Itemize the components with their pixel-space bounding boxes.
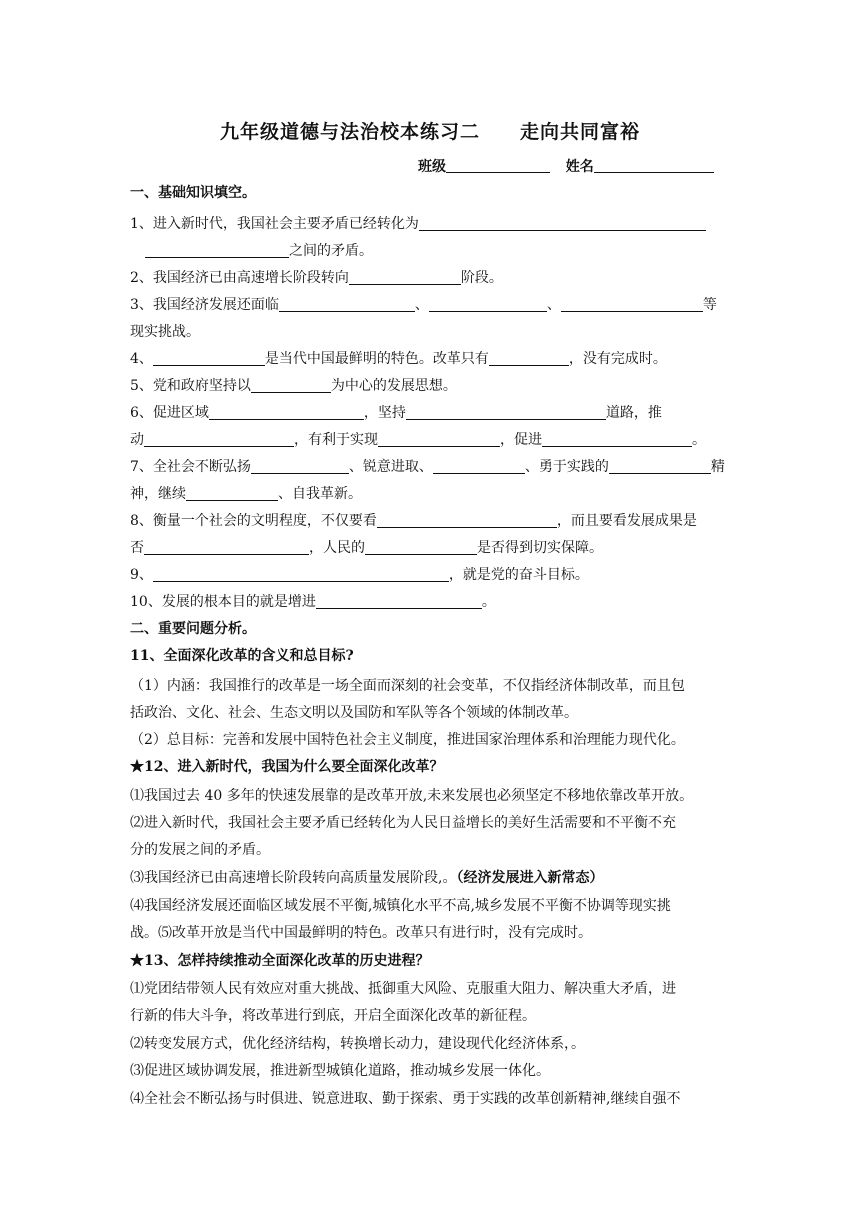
q4-text-a: 4、 (130, 351, 153, 367)
question-11-answer-2: 括政治、文化、社会、生态文明以及国防和军队等各个领域的体制改革。 (130, 705, 578, 721)
q2-text-b: 阶段。 (460, 270, 503, 286)
question-12-answer-4 (130, 869, 603, 887)
question-11-answer-1: （1）内涵：我国推行的改革是一场全面而深刻的社会变革，不仅指经济体制改革，而且包 (130, 678, 685, 694)
q4-blank-1[interactable] (153, 351, 265, 366)
q6-text-b: ，坚持 (363, 405, 406, 421)
q3-sep-2: 、 (546, 297, 561, 313)
question-11-answer-3: （2）总目标：完善和发展中国特色社会主义制度，推进国家治理体系和治理能力现代化。 (130, 732, 685, 748)
q12-answer-4-text: ⑶我国经济已由高速增长阶段转向高质量发展阶段,。 (130, 870, 457, 886)
q10-text-a: 10、发展的根本目的就是增进 (130, 594, 316, 610)
q8-blank-3[interactable] (365, 540, 477, 555)
q5-text-a: 5、党和政府坚持以 (130, 378, 251, 394)
q9-text-a: 9、 (130, 567, 153, 583)
q6-blank-5[interactable] (542, 432, 692, 447)
q4-text-c: ，没有完成时。 (568, 351, 667, 367)
q9-text-b: ，就是党的奋斗目标。 (448, 567, 589, 583)
question-7-line2 (130, 485, 362, 503)
question-12-answer-3: 分的发展之间的矛盾。 (130, 842, 270, 858)
question-13-answer-2: 行新的伟大斗争，将改革进行到底，开启全面深化改革的新征程。 (130, 1008, 536, 1024)
q8-text-e: 是否得到切实保障。 (477, 540, 603, 556)
question-12-answer-6: 战。⑸改革开放是当代中国最鲜明的特色。改革只有进行时，没有完成时。 (130, 925, 592, 941)
question-10 (130, 593, 496, 611)
q7-text-c: 、勇于实践的 (524, 459, 609, 475)
q1-text-b: 之间的矛盾。 (289, 243, 373, 259)
q5-text-b: 为中心的发展思想。 (330, 378, 457, 394)
question-4 (130, 350, 667, 368)
q6-blank-3[interactable] (144, 432, 294, 447)
q1-blank-2[interactable] (145, 243, 289, 258)
q7-text-d: 精 (710, 459, 725, 475)
q6-blank-2[interactable] (406, 405, 606, 420)
question-12-title: ★12、进入新时代，我国为什么要全面深化改革？ (130, 759, 444, 775)
section1-heading: 一、基础知识填空。 (130, 185, 256, 201)
question-13-answer-1: ⑴党团结带领人民有效应对重大挑战、抵御重大风险、克服重大阻力、解决重大矛盾，进 (130, 981, 676, 997)
q2-text-a: 2、我国经济已由高速增长阶段转向 (130, 270, 349, 286)
question-3-line1 (130, 296, 717, 314)
q8-blank-1[interactable] (377, 513, 557, 528)
question-5 (130, 377, 457, 395)
question-13-answer-4: ⑶促进区域协调发展，推进新型城镇化道路，推动城乡发展一体化。 (130, 1063, 550, 1079)
q12-answer-4-note: （经济发展进入新常态） (456, 870, 604, 886)
question-12-answer-2: ⑵进入新时代，我国社会主要矛盾已经转化为人民日益增长的美好生活需要和不平衡不充 (130, 815, 676, 831)
question-8-line1 (130, 512, 697, 530)
title-main: 九年级道德与法治校本练习二 (219, 121, 480, 143)
q6-blank-4[interactable] (378, 432, 500, 447)
q7-blank-4[interactable] (186, 486, 278, 501)
class-field[interactable] (446, 158, 550, 173)
page-title (0, 117, 860, 144)
q3-blank-1[interactable] (279, 297, 415, 312)
q1-blank-1[interactable] (419, 216, 706, 231)
q7-blank-1[interactable] (251, 459, 349, 474)
section2-heading: 二、重要问题分析。 (130, 621, 256, 637)
title-sub: 走向共同富裕 (520, 121, 641, 143)
name-label: 姓名 (565, 159, 594, 175)
q8-text-d: ，人民的 (309, 540, 365, 556)
question-13-answer-5: ⑷全社会不断弘扬与时俱进、锐意进取、勤于探索、勇于实践的改革创新精神,继续自强不 (130, 1091, 681, 1107)
question-13-answer-3: ⑵转变发展方式，优化经济结构，转换增长动力，建设现代化经济体系，。 (130, 1036, 585, 1052)
question-11-title: 11、全面深化改革的含义和总目标? (130, 648, 354, 664)
q8-text-c: 否 (130, 540, 144, 556)
q6-text-a: 6、促进区域 (130, 405, 209, 421)
q3-text-a: 3、我国经济发展还面临 (130, 297, 279, 313)
q6-text-d: 动 (130, 432, 144, 448)
question-13-title: ★13、怎样持续推动全面深化改革的历史进程？ (130, 953, 430, 969)
q8-text-b: ，而且要看发展成果是 (556, 513, 697, 529)
name-field[interactable] (594, 158, 714, 173)
q7-text-e: 神，继续 (130, 486, 186, 502)
q3-blank-2[interactable] (429, 297, 547, 312)
question-3-line2: 现实挑战。 (130, 324, 200, 340)
question-12-answer-1: ⑴我国过去 40 多年的快速发展靠的是改革开放,未来发展也必须坚定不移地依靠改革开放。 (130, 788, 694, 804)
student-info-line (418, 156, 714, 176)
q10-blank[interactable] (316, 594, 482, 609)
q9-blank[interactable] (153, 567, 449, 582)
q8-text-a: 8、衡量一个社会的文明程度，不仅要看 (130, 513, 377, 529)
q4-blank-2[interactable] (489, 351, 569, 366)
question-1-line1 (130, 215, 706, 233)
q7-text-b: 、锐意进取、 (348, 459, 433, 475)
q3-text-b: 等 (702, 297, 717, 313)
question-1-line2 (145, 242, 373, 260)
q5-blank[interactable] (251, 378, 331, 393)
q3-blank-3[interactable] (561, 297, 703, 312)
question-8-line2 (130, 539, 603, 557)
question-12-answer-5: ⑷我国经济发展还面临区域发展不平衡,城镇化水平不高,城乡发展不平衡不协调等现实挑 (130, 898, 671, 914)
question-6-line1 (130, 404, 662, 422)
q10-text-b: 。 (481, 594, 496, 610)
q7-blank-3[interactable] (609, 459, 711, 474)
q6-text-g: 。 (692, 432, 706, 448)
q3-sep-1: 、 (414, 297, 429, 313)
q2-blank[interactable] (349, 270, 461, 285)
q7-text-a: 7、全社会不断弘扬 (130, 459, 251, 475)
question-9 (130, 566, 589, 584)
question-7-line1 (130, 458, 725, 476)
question-6-line2 (130, 431, 706, 449)
q8-blank-2[interactable] (144, 540, 309, 555)
q1-text-a: 1、进入新时代，我国社会主要矛盾已经转化为 (130, 216, 419, 232)
q7-text-f: 、自我革新。 (278, 486, 362, 502)
q6-text-e: ，有利于实现 (294, 432, 378, 448)
q6-blank-1[interactable] (209, 405, 364, 420)
q6-text-c: 道路，推 (605, 405, 662, 421)
question-2 (130, 269, 503, 287)
q4-text-b: 是当代中国最鲜明的特色。改革只有 (264, 351, 489, 367)
q6-text-f: ，促进 (500, 432, 542, 448)
class-label: 班级 (418, 159, 446, 175)
q7-blank-2[interactable] (433, 459, 525, 474)
